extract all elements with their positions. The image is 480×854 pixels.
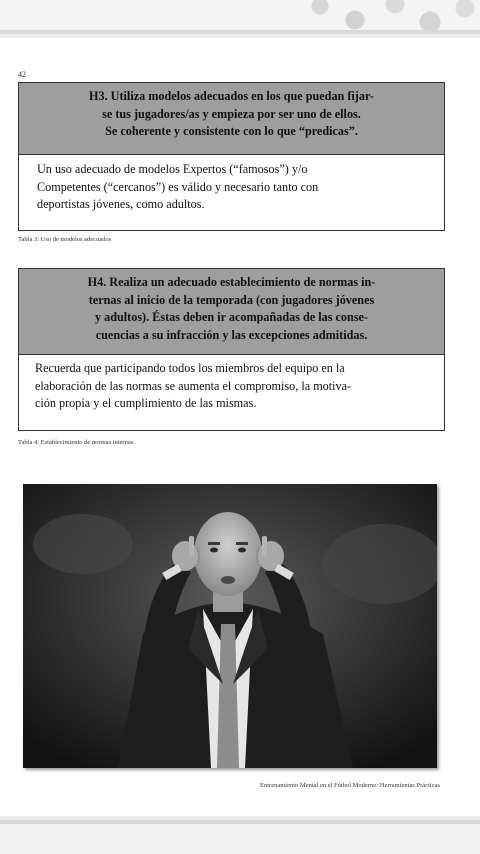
table-h4-body bbox=[19, 355, 444, 413]
bottom-toolbar bbox=[0, 824, 480, 854]
body-line: elaboración de las normas se aumenta el compromiso, la motiva- bbox=[35, 378, 352, 393]
top-toolbar bbox=[0, 0, 480, 30]
table-h3-title bbox=[19, 83, 444, 155]
page-number: 42 bbox=[18, 70, 26, 79]
body-line: deportistas jóvenes, como adultos. bbox=[37, 197, 205, 211]
document-page[interactable] bbox=[0, 38, 480, 816]
title-line: cuencias a su infracción y las excepciones admitidas. bbox=[95, 327, 368, 342]
body-line: ción propia y el cumplimiento de las mismas. bbox=[35, 396, 257, 410]
title-line: se tus jugadores/as y empieza por ser uno de ellos. bbox=[102, 106, 361, 121]
title-line: ternas al inicio de la temporada (con jugadores jóvenes bbox=[88, 292, 375, 307]
coach-photo bbox=[23, 484, 437, 768]
title-line: y adultos). Éstas deben ir acompañadas de las conse- bbox=[94, 310, 368, 324]
title-line: Se coherente y consistente con lo que “predicas”. bbox=[105, 124, 358, 138]
table-h4-title bbox=[19, 269, 444, 355]
title-line: H3. Utiliza modelos adecuados en los que puedan fijar- bbox=[89, 89, 374, 103]
coach-photo-illustration bbox=[23, 484, 437, 768]
title-line: H4. Realiza un adecuado establecimiento de normas in- bbox=[87, 275, 376, 289]
body-line: Un uso adecuado de modelos Expertos (“famosos”) y/o bbox=[37, 162, 308, 176]
body-line: Recuerda que participando todos los miembros del equipo en la bbox=[35, 361, 345, 375]
top-divider bbox=[0, 30, 480, 34]
table-h4 bbox=[18, 268, 445, 431]
header-pattern bbox=[300, 0, 480, 30]
table-3-caption: Tabla 3: Uso de modelos adecuados bbox=[18, 236, 112, 243]
book-footer: Entrenamiento Mental en el Fútbol Moderno: Herramientas Prácticas bbox=[260, 782, 440, 789]
table-h3 bbox=[18, 82, 445, 231]
table-h3-body bbox=[19, 155, 444, 214]
table-4-caption: Tabla 4: Establecimiento de normas internas. bbox=[18, 439, 135, 446]
body-line: Competentes (“cercanos”) es válido y necesario tanto con bbox=[37, 179, 319, 194]
